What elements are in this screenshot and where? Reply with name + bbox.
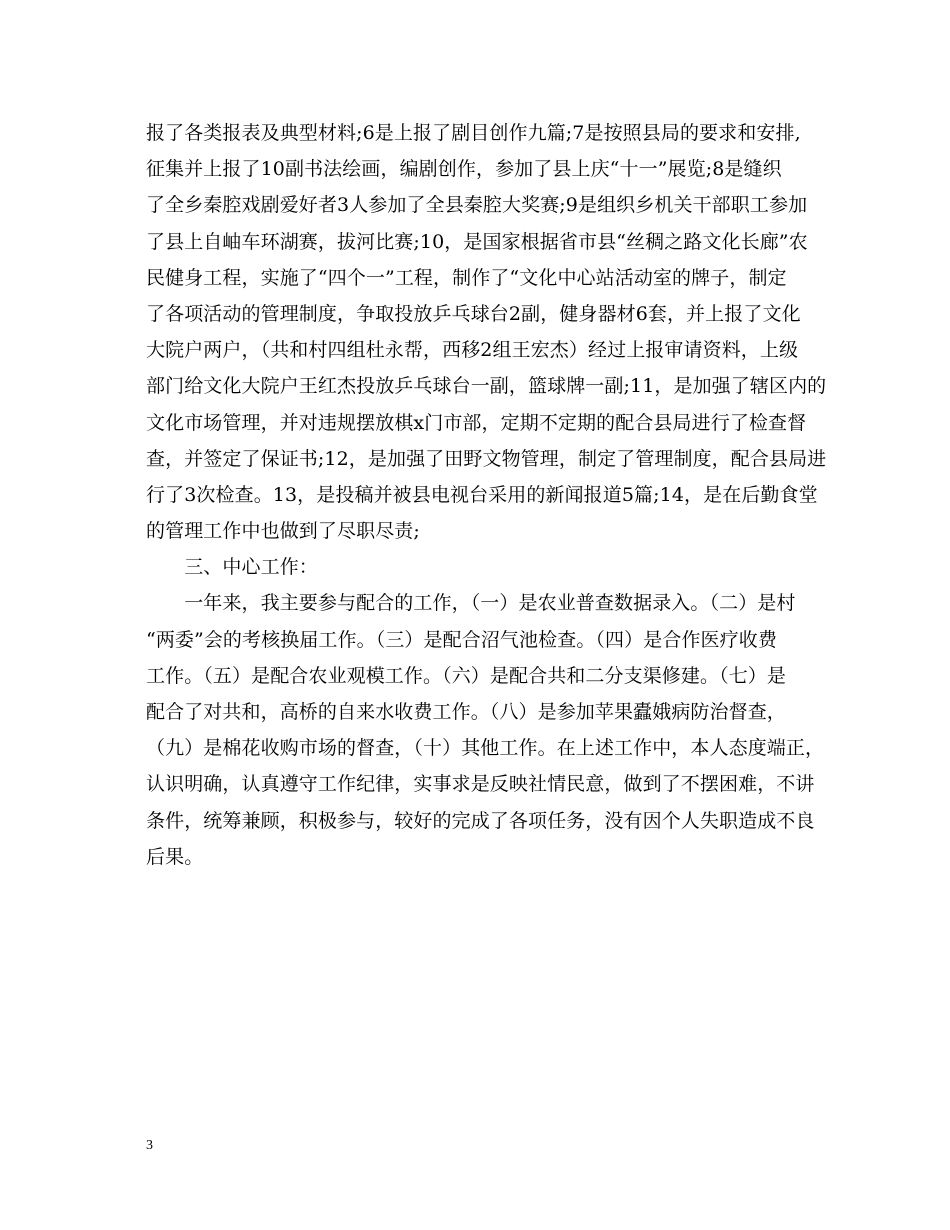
text-line: 行了3次检查。13，是投稿并被县电视台采用的新闻报道5篇;14，是在后勤食堂 [146, 483, 818, 506]
body-text [146, 115, 827, 875]
page-number: 3 [146, 1138, 153, 1153]
text-line: 工作。（五）是配合农业观模工作。（六）是配合共和二分支渠修建。（七）是 [146, 664, 787, 687]
text-line: 的管理工作中也做到了尽职尽责; [146, 520, 420, 543]
text-line: 了各项活动的管理制度，争取投放乒乓球台2副，健身器材6套，并上报了文化 [146, 302, 801, 325]
text-line: 后果。 [146, 845, 204, 868]
text-line: 了县上自岫车环湖赛，拔河比赛;10，是国家根据省市县“丝稠之路文化长廊”农 [146, 230, 808, 253]
text-line: 认识明确，认真遵守工作纪律，实事求是反映社情民意，做到了不摆困难，不讲 [146, 773, 815, 796]
text-line: 大院户两户，（共和村四组杜永帮，西移2组王宏杰）经过上报审请资料，上级 [146, 339, 799, 362]
text-line: 条件，统筹兼顾，积极参与，较好的完成了各项任务，没有因个人失职造成不良 [146, 809, 815, 832]
text-line: 查，并签定了保证书;12，是加强了田野文物管理，制定了管理制度，配合县局进 [146, 447, 827, 470]
text-line: （九）是棉花收购市场的督查，（十）其他工作。在上述工作中，本人态度端正， [146, 737, 825, 760]
text-line: 部门给文化大院户王红杰投放乒乓球台一副，篮球牌一副;11，是加强了辖区内的 [146, 375, 827, 398]
section-heading: 三、中心工作： [146, 556, 318, 579]
text-line: “两委”会的考核换届工作。（三）是配合沼气池检查。（四）是合作医疗收费 [146, 628, 777, 651]
text-line: 报了各类报表及典型材料;6是上报了剧目创作九篇;7是按照县局的要求和安排, [146, 122, 801, 144]
text-line: 配合了对共和，高桥的自来水收费工作。（八）是参加苹果蠹娥病防治督查， [146, 701, 786, 723]
text-line: 一年来，我主要参与配合的工作，（一）是农业普查数据录入。（二）是村 [146, 592, 796, 615]
text-line: 文化市场管理，并对违规摆放棋x门市部，定期不定期的配合县局进行了检查督 [146, 411, 807, 434]
text-line: 征集并上报了10副书法绘画，编剧创作，参加了县上庆“十一”展览;8是缝织 [146, 158, 782, 181]
text-line: 了全乡秦腔戏剧爱好者3人参加了全县秦腔大奖赛;9是组织乡机关干部职工参加 [146, 194, 808, 217]
text-line: 民健身工程，实施了“四个一”工程，制作了“文化中心站活动室的牌子，制定 [146, 266, 787, 289]
